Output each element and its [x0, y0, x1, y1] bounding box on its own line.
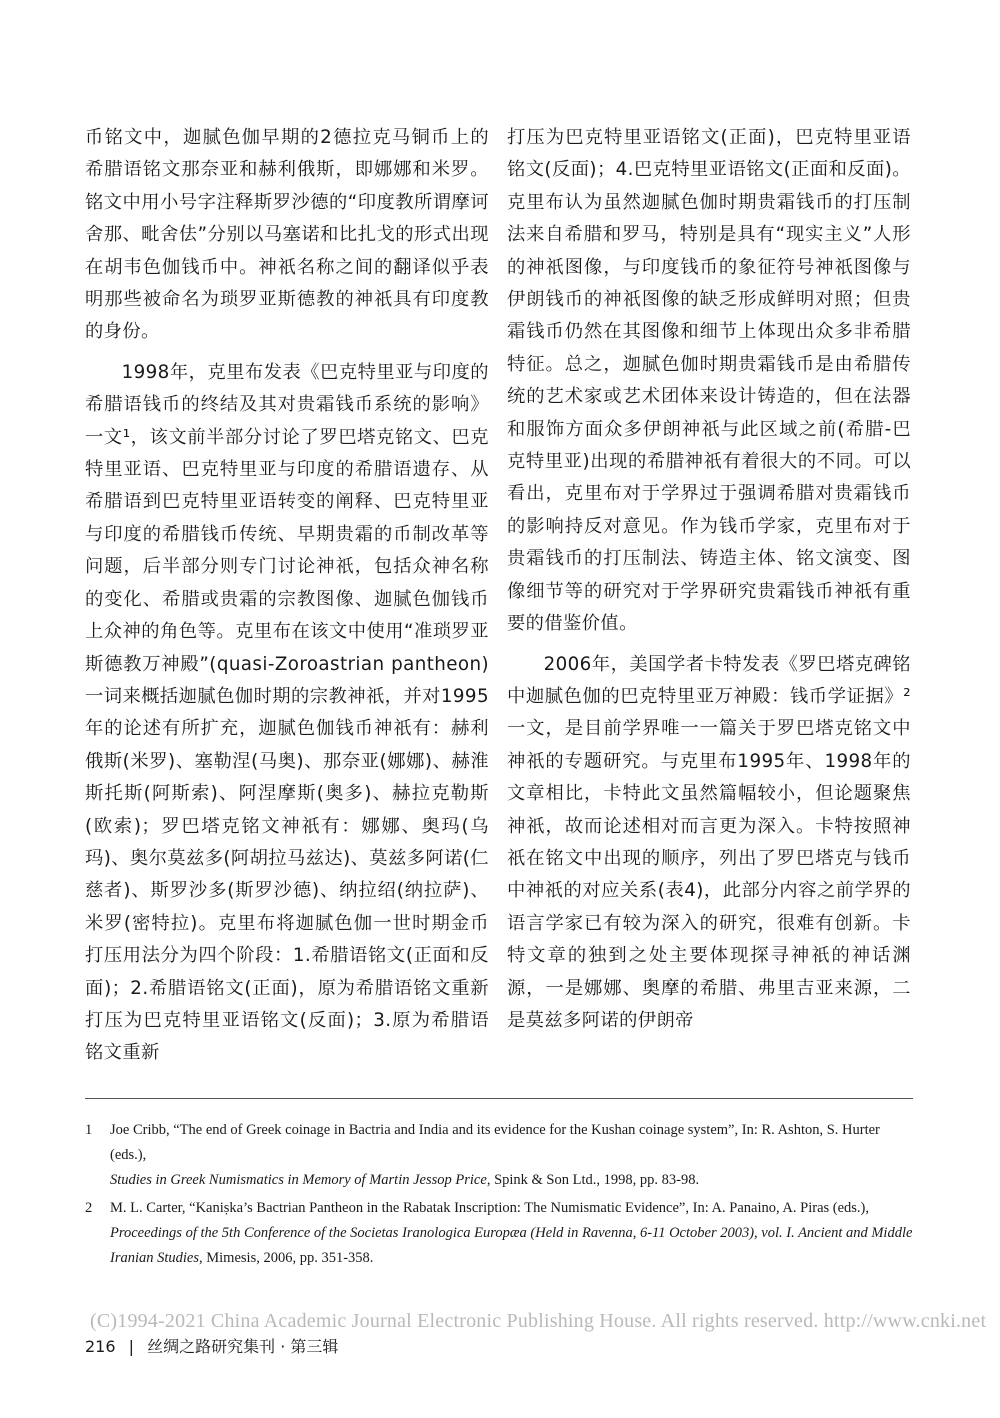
footnote-book-title: Proceedings of the 5th Conference of the Societas Iranologica Europæa (Held in Ravenna, 6-11 October 2003), vol. I. Ancient and Middle Iranian Studies: [110, 1225, 913, 1266]
footnote-1: [85, 1118, 913, 1193]
footer-separator: |: [128, 1337, 135, 1356]
footnote-number: 2: [85, 1200, 93, 1216]
footnote-number: 1: [85, 1122, 93, 1138]
journal-title: 丝绸之路研究集刊 · 第三辑: [147, 1337, 339, 1356]
right-column: [507, 122, 911, 1045]
paragraph-continuation: 币铭文中，迦腻色伽早期的2德拉克马铜币上的希腊语铭文那奈亚和赫利俄斯，即娜娜和米罗。铭文中用小号字注释斯罗沙德的“印度教所谓摩诃舍那、毗舍佉”分别以马塞诺和比扎戈的形式出现在胡韦色伽钱币中。神祇名称之间的翻译似乎表明那些被命名为琐罗亚斯德教的神祇具有印度教的身份。: [85, 127, 489, 343]
left-column: [85, 122, 489, 1078]
footnote-book-title: Studies in Greek Numismatics in Memory of Martin Jessop Price: [110, 1172, 487, 1188]
page-number: 216: [85, 1337, 116, 1356]
paragraph-carter-2006: 2006年，美国学者卡特发表《罗巴塔克碑铭中迦腻色伽的巴克特里亚万神殿：钱币学证据》²一文，是目前学界唯一一篇关于罗巴塔克铭文中神祇的专题研究。与克里布1995年、1998年的文章相比，卡特此文虽然篇幅较小，但论题聚焦神祇，故而论述相对而言更为深入。卡特按照神祇在铭文中出现的顺序，列出了罗巴塔克与钱币中神祇的对应关系(表4)，此部分内容之前学界的语言学家已有较为深入的研究，很难有创新。卡特文章的独到之处主要体现探寻神祇的神话渊源，一是娜娜、奥摩的希腊、弗里吉亚来源，二是莫兹多阿诺的伊朗帝: [507, 653, 911, 1031]
footnote-citation: M. L. Carter, “Kaniṣka’s Bactrian Pantheon in the Rabatak Inscription: The Numismatic Evidence”, In: A. Panaino, A. Piras (eds.),: [110, 1200, 870, 1216]
paragraph-cribb-1998: 1998年，克里布发表《巴克特里亚与印度的希腊语钱币的终结及其对贵霜钱币系统的影响》一文¹，该文前半部分讨论了罗巴塔克铭文、巴克特里亚语、巴克特里亚与印度的希腊语遗存、从希腊语到巴克特里亚语转变的阐释、巴克特里亚与印度的希腊钱币传统、早期贵霜的币制改革等问题，后半部分则专门讨论神祇，包括众神名称的变化、希腊或贵霜的宗教图像、迦腻色伽钱币上众神的角色等。克里布在该文中使用“准琐罗亚斯德教万神殿”(quasi-Zoroastrian pantheon)一词来概括迦腻色伽时期的宗教神祇，并对1995年的论述有所扩充，迦腻色伽钱币神祇有：赫利俄斯(米罗)、塞勒涅(马奥)、那奈亚(娜娜)、赫淮斯托斯(阿斯索)、阿涅摩斯(奥多)、赫拉克勒斯(欧索)；罗巴塔克铭文神祇有：娜娜、奥玛(乌玛)、奥尔莫兹多(阿胡拉马兹达)、莫兹多阿诺(仁慈者)、斯罗沙多(斯罗沙德)、纳拉绍(纳拉萨)、米罗(密特拉)。克里布将迦腻色伽一世时期金币打压用法分为四个阶段：1.希腊语铭文(正面和反面)；2.希腊语铭文(正面)，原为希腊语铭文重新打压为巴克特里亚语铭文(反面)；3.原为希腊语铭文重新: [85, 361, 489, 1064]
footnote-publisher: , Mimesis, 2006, pp. 351-358.: [199, 1250, 374, 1266]
footnote-publisher: , Spink & Son Ltd., 1998, pp. 83-98.: [486, 1172, 700, 1188]
page-footer: [85, 1334, 346, 1357]
footnote-2: [85, 1196, 913, 1271]
paragraph-cribb-summary: 打压为巴克特里亚语铭文(正面)，巴克特里亚语铭文(反面)；4.巴克特里亚语铭文(正面和反面)。克里布认为虽然迦腻色伽时期贵霜钱币的打压制法来自希腊和罗马，特别是具有“现实主义”人形的神祇图像，与印度钱币的象征符号神祇图像与伊朗钱币的神祇图像的缺乏形成鲜明对照；但贵霜钱币仍然在其图像和细节上体现出众多非希腊特征。总之，迦腻色伽时期贵霜钱币是由希腊传统的艺术家或艺术团体来设计铸造的，但在法器和服饰方面众多伊朗神祇与此区域之前(希腊-巴克特里亚)出现的希腊神祇有着很大的不同。可以看出，克里布对于学界过于强调希腊对贵霜钱币的影响持反对意见。作为钱币学家，克里布对于贵霜钱币的打压制法、铸造主体、铭文演变、图像细节等的研究对于学界研究贵霜钱币神祇有重要的借鉴价值。: [507, 127, 911, 635]
copyright-watermark: (C)1994-2021 China Academic Journal Electronic Publishing House. All rights reserved. http://www.cnki.net: [90, 1310, 987, 1332]
footnote-citation: Joe Cribb, “The end of Greek coinage in Bactria and India and its evidence for the Kushan coinage system”, In: R. Ashton, S. Hurter (eds.),: [110, 1122, 880, 1163]
footnote-divider: [85, 1098, 913, 1099]
